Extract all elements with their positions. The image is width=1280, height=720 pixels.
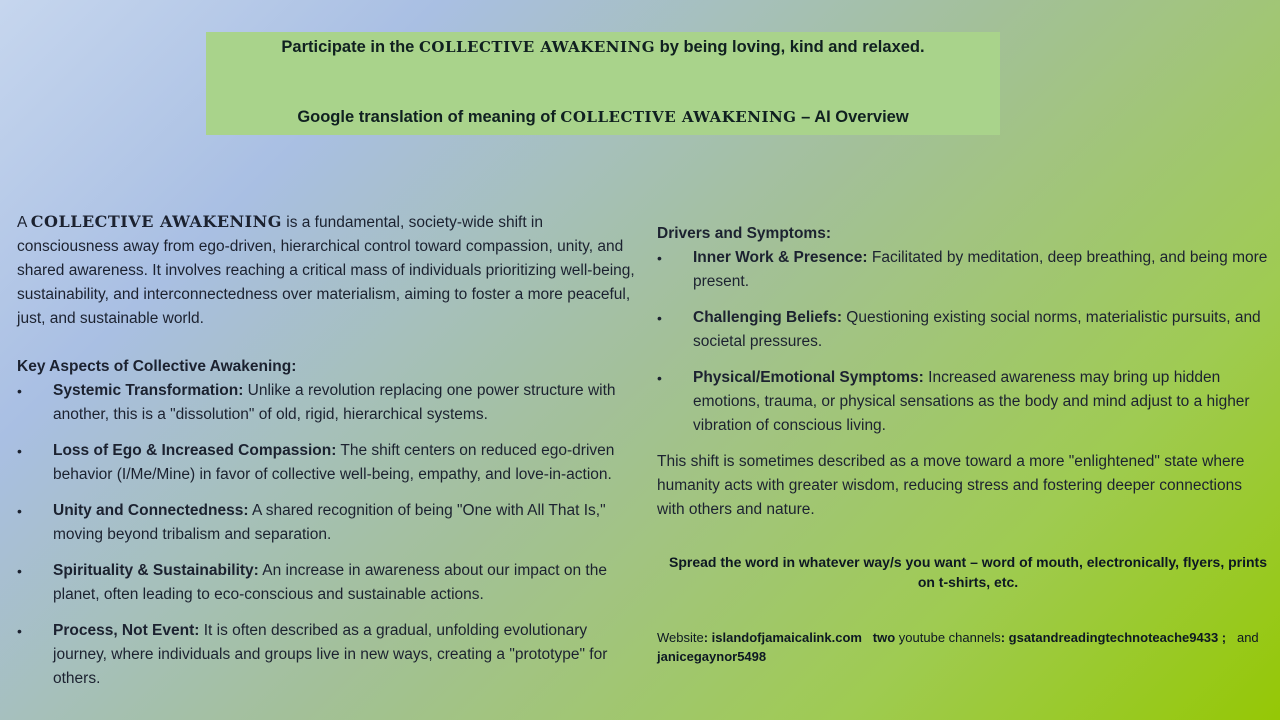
key-aspects-list [17,379,637,691]
contact-footer: Website: islandofjamaicalink.com two youtube channels: gsatandreadingtechnoteache9433 ; and janicegaynor5498 [657,630,1259,664]
bullet-icon: • [657,370,662,386]
title-banner [206,32,1000,135]
youtube-channel-2[interactable]: janicegaynor5498 [657,649,767,664]
key-aspects-heading: Key Aspects of Collective Awakening: [17,358,297,375]
bullet-icon: • [657,250,662,266]
bullet-icon: • [657,310,662,326]
list-item: • Systemic Transformation: Unlike a revolution replacing one power structure with another, this is a "dissolution" of old, rigid, hierarchical systems. [17,379,637,427]
bullet-icon: • [17,503,22,519]
list-item: • Challenging Beliefs: Questioning existing social norms, materialistic pursuits, and societal pressures. [657,306,1272,354]
spread-the-word-text: Spread the word in whatever way/s you want – word of mouth, electronically, flyers, prints on t-shirts, etc. [669,554,1267,590]
bullet-icon: • [17,623,22,639]
drivers-list [657,246,1272,438]
left-column [17,210,637,703]
intro-paragraph: A COLLECTIVE AWAKENING is a fundamental, society-wide shift in consciousness away from ego-driven, hierarchical control toward compassion, unity, and shared awareness. It involves reaching a critical mass of individuals prioritizing well-being, sustainability, and interconnectedness over materialism, aiming to foster a more peaceful, just, and sustainable world. [17,212,635,327]
list-item: • Unity and Connectedness: A shared recognition of being "One with All That Is," moving beyond tribalism and separation. [17,499,637,547]
website-link[interactable]: : islandofjamaicalink.com [703,630,862,645]
list-item: • Loss of Ego & Increased Compassion: The shift centers on reduced ego-driven behavior (I/Me/Mine) in favor of collective well-being, empathy, and love-in-action. [17,439,637,487]
youtube-channel-1[interactable]: : gsatandreadingtechnoteache9433 ; [1000,630,1227,645]
list-item: • Process, Not Event: It is often described as a gradual, unfolding evolutionary journey, where individuals and groups live in new ways, creating a "prototype" for others. [17,619,637,691]
drivers-heading: Drivers and Symptoms: [657,225,831,242]
conclusion-paragraph: This shift is sometimes described as a move toward a more "enlightened" state where humanity acts with greater wisdom, reducing stress and fostering deeper connections with others and nature. [657,453,1245,518]
banner-line-2: Google translation of meaning of COLLECTIVE AWAKENING – AI Overview [297,108,909,126]
bullet-icon: • [17,563,22,579]
bullet-icon: • [17,383,22,399]
right-column [657,222,1272,522]
list-item: • Inner Work & Presence: Facilitated by meditation, deep breathing, and being more present. [657,246,1272,294]
list-item: • Physical/Emotional Symptoms: Increased awareness may bring up hidden emotions, trauma, or physical sensations as the body and mind adjust to a higher vibration of conscious living. [657,366,1272,438]
banner-line-1: Participate in the COLLECTIVE AWAKENING by being loving, kind and relaxed. [281,38,925,56]
list-item: • Spirituality & Sustainability: An increase in awareness about our impact on the planet, often leading to eco-conscious and sustainable actions. [17,559,637,607]
bullet-icon: • [17,443,22,459]
